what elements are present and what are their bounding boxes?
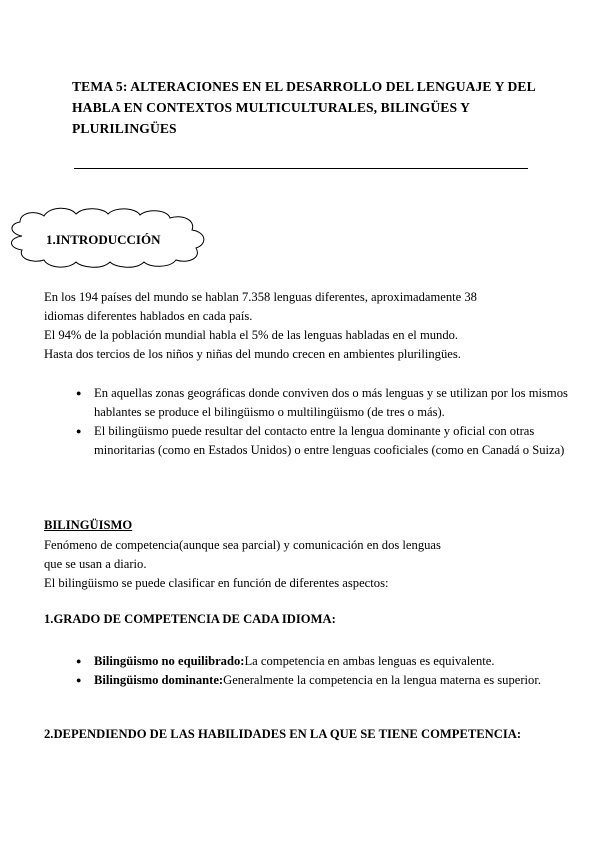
- grado-bullet-1-term: Bilingüismo no equilibrado:: [94, 654, 245, 668]
- intro-line-1: En los 194 países del mundo se hablan 7.358 lenguas diferentes, aproximadamente 38: [44, 290, 477, 304]
- intro-bullet-2-text: El bilingüismo puede resultar del contacto entre la lengua dominante y oficial con otras minoritarias (como en Estados Unidos) o entre lenguas cooficiales (como en Canadá o Suiza): [94, 424, 565, 457]
- intro-paragraph: [44, 288, 564, 364]
- grado-bullet-1-text: La competencia en ambas lenguas es equivalente.: [244, 654, 495, 668]
- grado-bullet-1: [76, 652, 596, 671]
- intro-line-2: idiomas diferentes hablados en cada país.: [44, 309, 253, 323]
- habilidades-heading: 2.DEPENDIENDO DE LAS HABILIDADES EN LA QUE SE TIENE COMPETENCIA:: [44, 727, 522, 741]
- bilinguismo-paragraph: [44, 536, 564, 593]
- bilinguismo-line-1: Fenómeno de competencia(aunque sea parcial) y comunicación en dos lenguas: [44, 538, 441, 552]
- grado-bullet-2: [76, 671, 596, 690]
- intro-bullet-2: [76, 422, 586, 460]
- title-line-1: TEMA 5: ALTERACIONES EN EL DESARROLLO DEL LENGUAJE Y DEL: [72, 79, 536, 94]
- title-line-3: PLURILINGÜES: [72, 121, 177, 136]
- intro-bullet-1-text: En aquellas zonas geográficas donde conviven dos o más lenguas y se utilizan por los mismos hablantes se produce el bilingüismo o multilingüismo (de tres o más).: [94, 386, 568, 419]
- grado-heading: 1.GRADO DE COMPETENCIA DE CADA IDIOMA:: [44, 612, 336, 626]
- grado-bullet-2-term: Bilingüismo dominante:: [94, 673, 224, 687]
- grado-bullet-list: [76, 652, 596, 690]
- grado-bullet-2-text: Generalmente la competencia en la lengua materna es superior.: [223, 673, 541, 687]
- bilinguismo-line-2: que se usan a diario.: [44, 557, 147, 571]
- intro-bullet-1: [76, 384, 586, 422]
- intro-line-3: El 94% de la población mundial habla el 5% de las lenguas habladas en el mundo.: [44, 328, 459, 342]
- intro-bullet-list: [76, 384, 586, 460]
- intro-heading: 1.INTRODUCCIÓN: [46, 232, 161, 247]
- document-title: [72, 76, 552, 139]
- title-divider: [74, 168, 528, 169]
- bilinguismo-line-3: El bilingüismo se puede clasificar en función de diferentes aspectos:: [44, 576, 389, 590]
- title-line-2: HABLA EN CONTEXTOS MULTICULTURALES, BILINGÜES Y: [72, 100, 471, 115]
- intro-line-4: Hasta dos tercios de los niños y niñas del mundo crecen en ambientes plurilingües.: [44, 347, 461, 361]
- bilinguismo-heading: BILINGÜISMO: [44, 518, 133, 532]
